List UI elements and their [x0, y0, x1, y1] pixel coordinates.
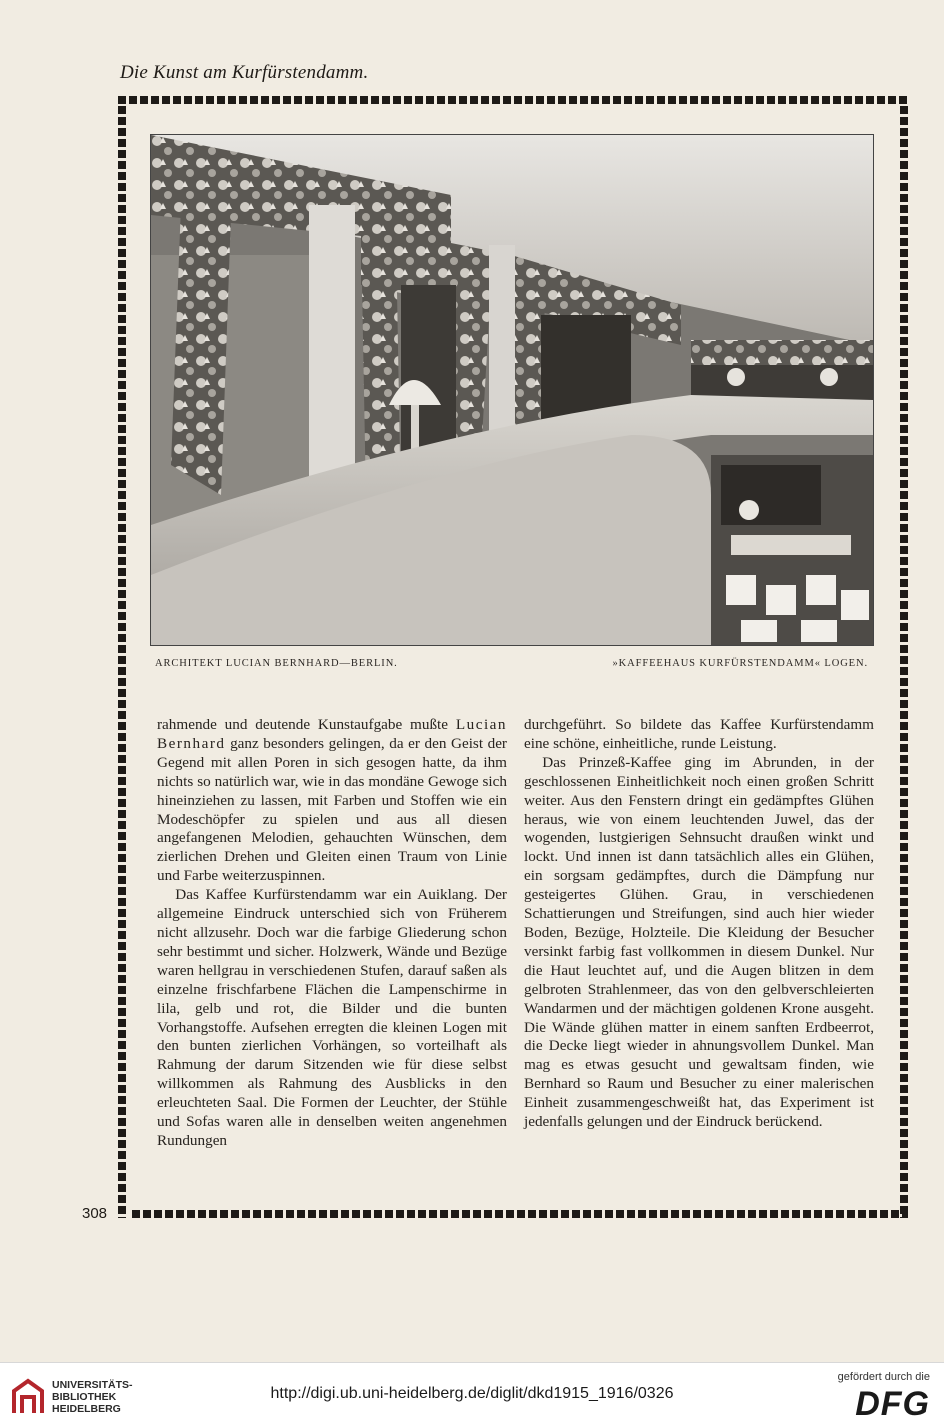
dfg-logo: DFG	[855, 1385, 930, 1423]
running-title: Die Kunst am Kurfürstendamm.	[120, 62, 369, 83]
paragraph: durchgeführt. So bildete das Kaffee Kurfürstendamm eine schöne, einheitliche, runde Leistung.	[524, 716, 874, 752]
digitization-footer	[0, 1362, 944, 1428]
figure-caption-title: »KAFFEEHAUS KURFÜRSTENDAMM« LOGEN.	[612, 658, 868, 669]
decorative-border-left	[118, 106, 126, 1218]
paragraph: rahmende und deutende Kunstaufgabe mußte Lucian Bernhard ganz besonders gelingen, da er den Geist der Gegend mit allen Poren in sich gesogen hatte, da ihm nichts so natürlich war, wie in das mondäne Gewoge sich hineinziehen zu lassen, mit Farben und Stoffen wie ein Modeschöpfer zu spielen und aus all diesen angefangenen Melodien, gehauchten Wünschen, dem zierlichen Drehen und Gleiten einen Traum von Linie und Farbe weiterzuspinnen.	[157, 716, 507, 885]
decorative-border-bottom	[132, 1210, 908, 1218]
funded-by-label: gefördert durch die	[837, 1371, 930, 1383]
figure-caption-architect: ARCHITEKT LUCIAN BERNHARD—BERLIN.	[155, 658, 398, 669]
architect-name: Lucian Bernhard	[157, 716, 507, 752]
decorative-border-right	[900, 106, 908, 1218]
permalink-url[interactable]: http://digi.ub.uni-heidelberg.de/diglit/dkd1915_1916/0326	[270, 1385, 674, 1402]
text-column-right	[524, 716, 874, 1132]
cafe-loge-photograph	[150, 134, 874, 646]
page-number: 308	[82, 1205, 108, 1222]
decorative-border-top	[118, 96, 908, 104]
paragraph: Das Kaffee Kurfürstendamm war ein Auiklang. Der allgemeine Eindruck unterschied sich von Früherem nicht allzusehr. Doch war die farbige Gliederung schon sehr bestimmt und sicher. Holzwerk, Wände und Bezüge waren hellgrau in verschiedenen Stufen, darauf saßen als einzelne frischfarbene Flächen die Lampenschirme in lila, gelb und rot, die Bilder und die bunten Vorhangstoffe. Aufsehen erregten die kleinen Logen mit den bunten zierlichen Vorhängen, so vorteilhaft als Rahmung der darum Sitzenden wie für diese selbst willkommen als Rahmung des Ausblicks in den erleuchteten Saal. Die Formen der Leuchter, der Stühle und Sofas waren alle in denselben weiten angenehmen Rundungen	[157, 886, 507, 1149]
text-column-left	[157, 716, 507, 1151]
library-name: UNIVERSITÄTS- BIBLIOTHEK HEIDELBERG	[52, 1379, 133, 1415]
paragraph: Das Prinzeß-Kaffee ging im Abrunden, in der geschlossenen Einheitlichkeit noch einen großen Schritt weiter. Aus den Fenstern dringt ein gedämpftes Glühen heraus, wie von einem leuchtenden Juwel, das der wogenden, lustgierigen Sehnsucht draußen winkt und lockt. Und innen ist dann tatsächlich alles ein Glühen, ein sorgsam gedämpftes, durch die Dämpfung nur gesteigertes Glühen. Grau, in verschiedenen Schattierungen und Streifungen, sind auch hier wieder Boden, Bezüge, Holzteile. Die Kleidung der Besucher versinkt farbig fast vollkommen in diesem Dunkel. Nur die Haut leuchtet auf, und die Augen blitzen in dem gelbroten Strahlenmeer, das von den gelbverschleierten Wandarmen und der mächtigen goldenen Krone ausgeht. Die Wände glühen matter in einem sanften Erdbeerrot, die Decke liegt wieder in ahnungsvollem Dunkel. Man mag es etwas gesucht und gewaltsam finden, wie Bernhard so Raum und Besucher zu einer malerischen Einheit zusammengeschweißt hat, das Experiment ist jedenfalls gelungen und der Eindruck berückend.	[524, 753, 874, 1131]
